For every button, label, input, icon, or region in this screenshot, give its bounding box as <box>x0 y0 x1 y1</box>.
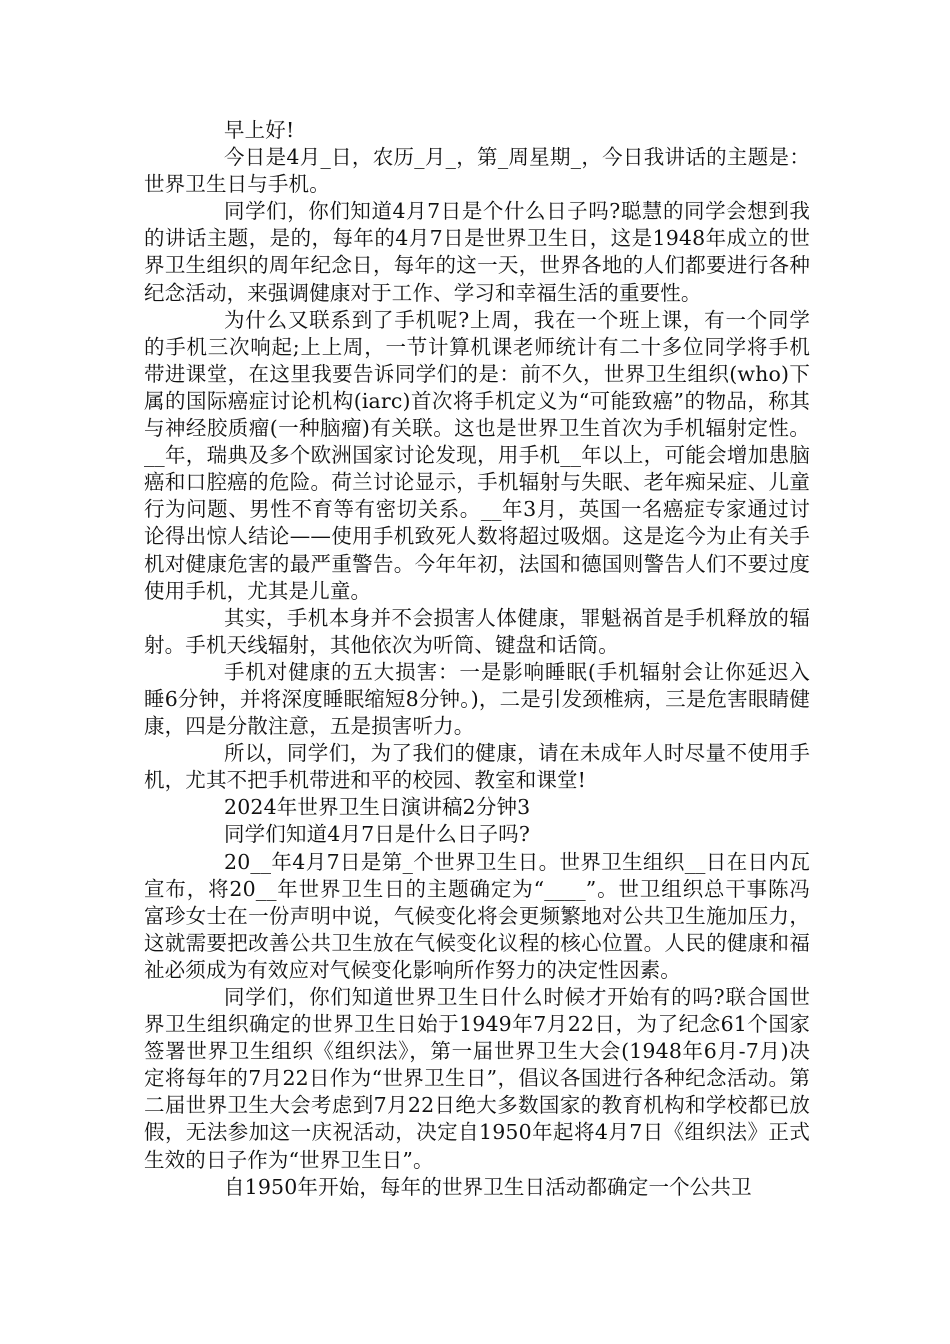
section-title: 2024年世界卫生日演讲稿2分钟3 <box>224 795 531 820</box>
theme-paragraph: 20__年4月7日是第_个世界卫生日。世界卫生组织__日在日内瓦宣布，将20__年世界卫生日的主题确定为“____”。世卫组织总干事陈冯富珍女士在一份声明中说，气候变化将会更频繁地对公共卫生施加压力，这就需要把改善公共卫生放在气候变化议程的核心位置。人民的健康和福祉必须成为有效应对气候变化影响所作努力的决定性因素。 <box>144 849 810 982</box>
history-paragraph: 同学们，你们知道世界卫生日什么时候才开始有的吗?联合国世界卫生组织确定的世界卫生日始于1949年7月22日，为了纪念61个国家签署世界卫生组织《组织法》，第一届世界卫生大会(1948年6月-7月)决定将每年的7月22日作为“世界卫生日”，倡议各国进行各种纪念活动。第二届世界卫生大会考虑到7月22日绝大多数国家的教育机构和学校都已放假，无法参加这一庆祝活动，决定自1950年起将4月7日《组织法》正式生效的日子作为“世界卫生日”。 <box>144 985 810 1172</box>
document-page <box>144 117 810 1201</box>
mobile-phone-paragraph: 为什么又联系到了手机呢?上周，我在一个班上课，有一个同学的手机三次响起;上上周，一节计算机课老师统计有二十多位同学将手机带进课堂，在这里我要告诉同学们的是：前不久，世界卫生组织(who)下属的国际癌症讨论机构(iarc)首次将手机定义为“可能致癌”的物品，称其与神经胶质瘤(一种脑瘤)有关联。这也是世界卫生首次为手机辐射定性。__年，瑞典及多个欧洲国家讨论发现，用手机__年以上，可能会增加患脑癌和口腔癌的危险。荷兰讨论显示，手机辐射与失眠、老年痴呆症、儿童行为问题、男性不育等有密切关系。__年3月，英国一名癌症专家通过讨论得出惊人结论——使用手机致死人数将超过吸烟。这是迄今为止有关手机对健康危害的最严重警告。今年年初，法国和德国则警告人们不要过度使用手机，尤其是儿童。 <box>144 307 810 603</box>
conclusion-paragraph: 所以，同学们，为了我们的健康，请在未成年人时尽量不使用手机，尤其不把手机带进和平的校园、教室和课堂! <box>144 741 810 793</box>
five-harms-paragraph: 手机对健康的五大损害：一是影响睡眠(手机辐射会让你延迟入睡6分钟，并将深度睡眠缩短8分钟。)，二是引发颈椎病，三是危害眼睛健康，四是分散注意，五是损害听力。 <box>144 659 810 739</box>
radiation-paragraph: 其实，手机本身并不会损害人体健康，罪魁祸首是手机释放的辐射。手机天线辐射，其他依次为听筒、键盘和话筒。 <box>144 605 810 657</box>
greeting-paragraph: 早上好! <box>224 118 295 142</box>
since-1950-paragraph: 自1950年开始，每年的世界卫生日活动都确定一个公共卫 <box>224 1174 752 1199</box>
intro-paragraph: 今日是4月_日，农历_月_，第_周星期_，今日我讲话的主题是：世界卫生日与手机。 <box>144 145 810 197</box>
world-health-day-paragraph: 同学们，你们知道4月7日是个什么日子吗?聪慧的同学会想到我的讲话主题，是的，每年的4月7日是世界卫生日，这是1948年成立的世界卫生组织的周年纪念日，每年的这一天，世界各地的人们都要进行各种纪念活动，来强调健康对于工作、学习和幸福生活的重要性。 <box>144 199 810 305</box>
question-paragraph: 同学们知道4月7日是什么日子吗? <box>224 822 530 847</box>
